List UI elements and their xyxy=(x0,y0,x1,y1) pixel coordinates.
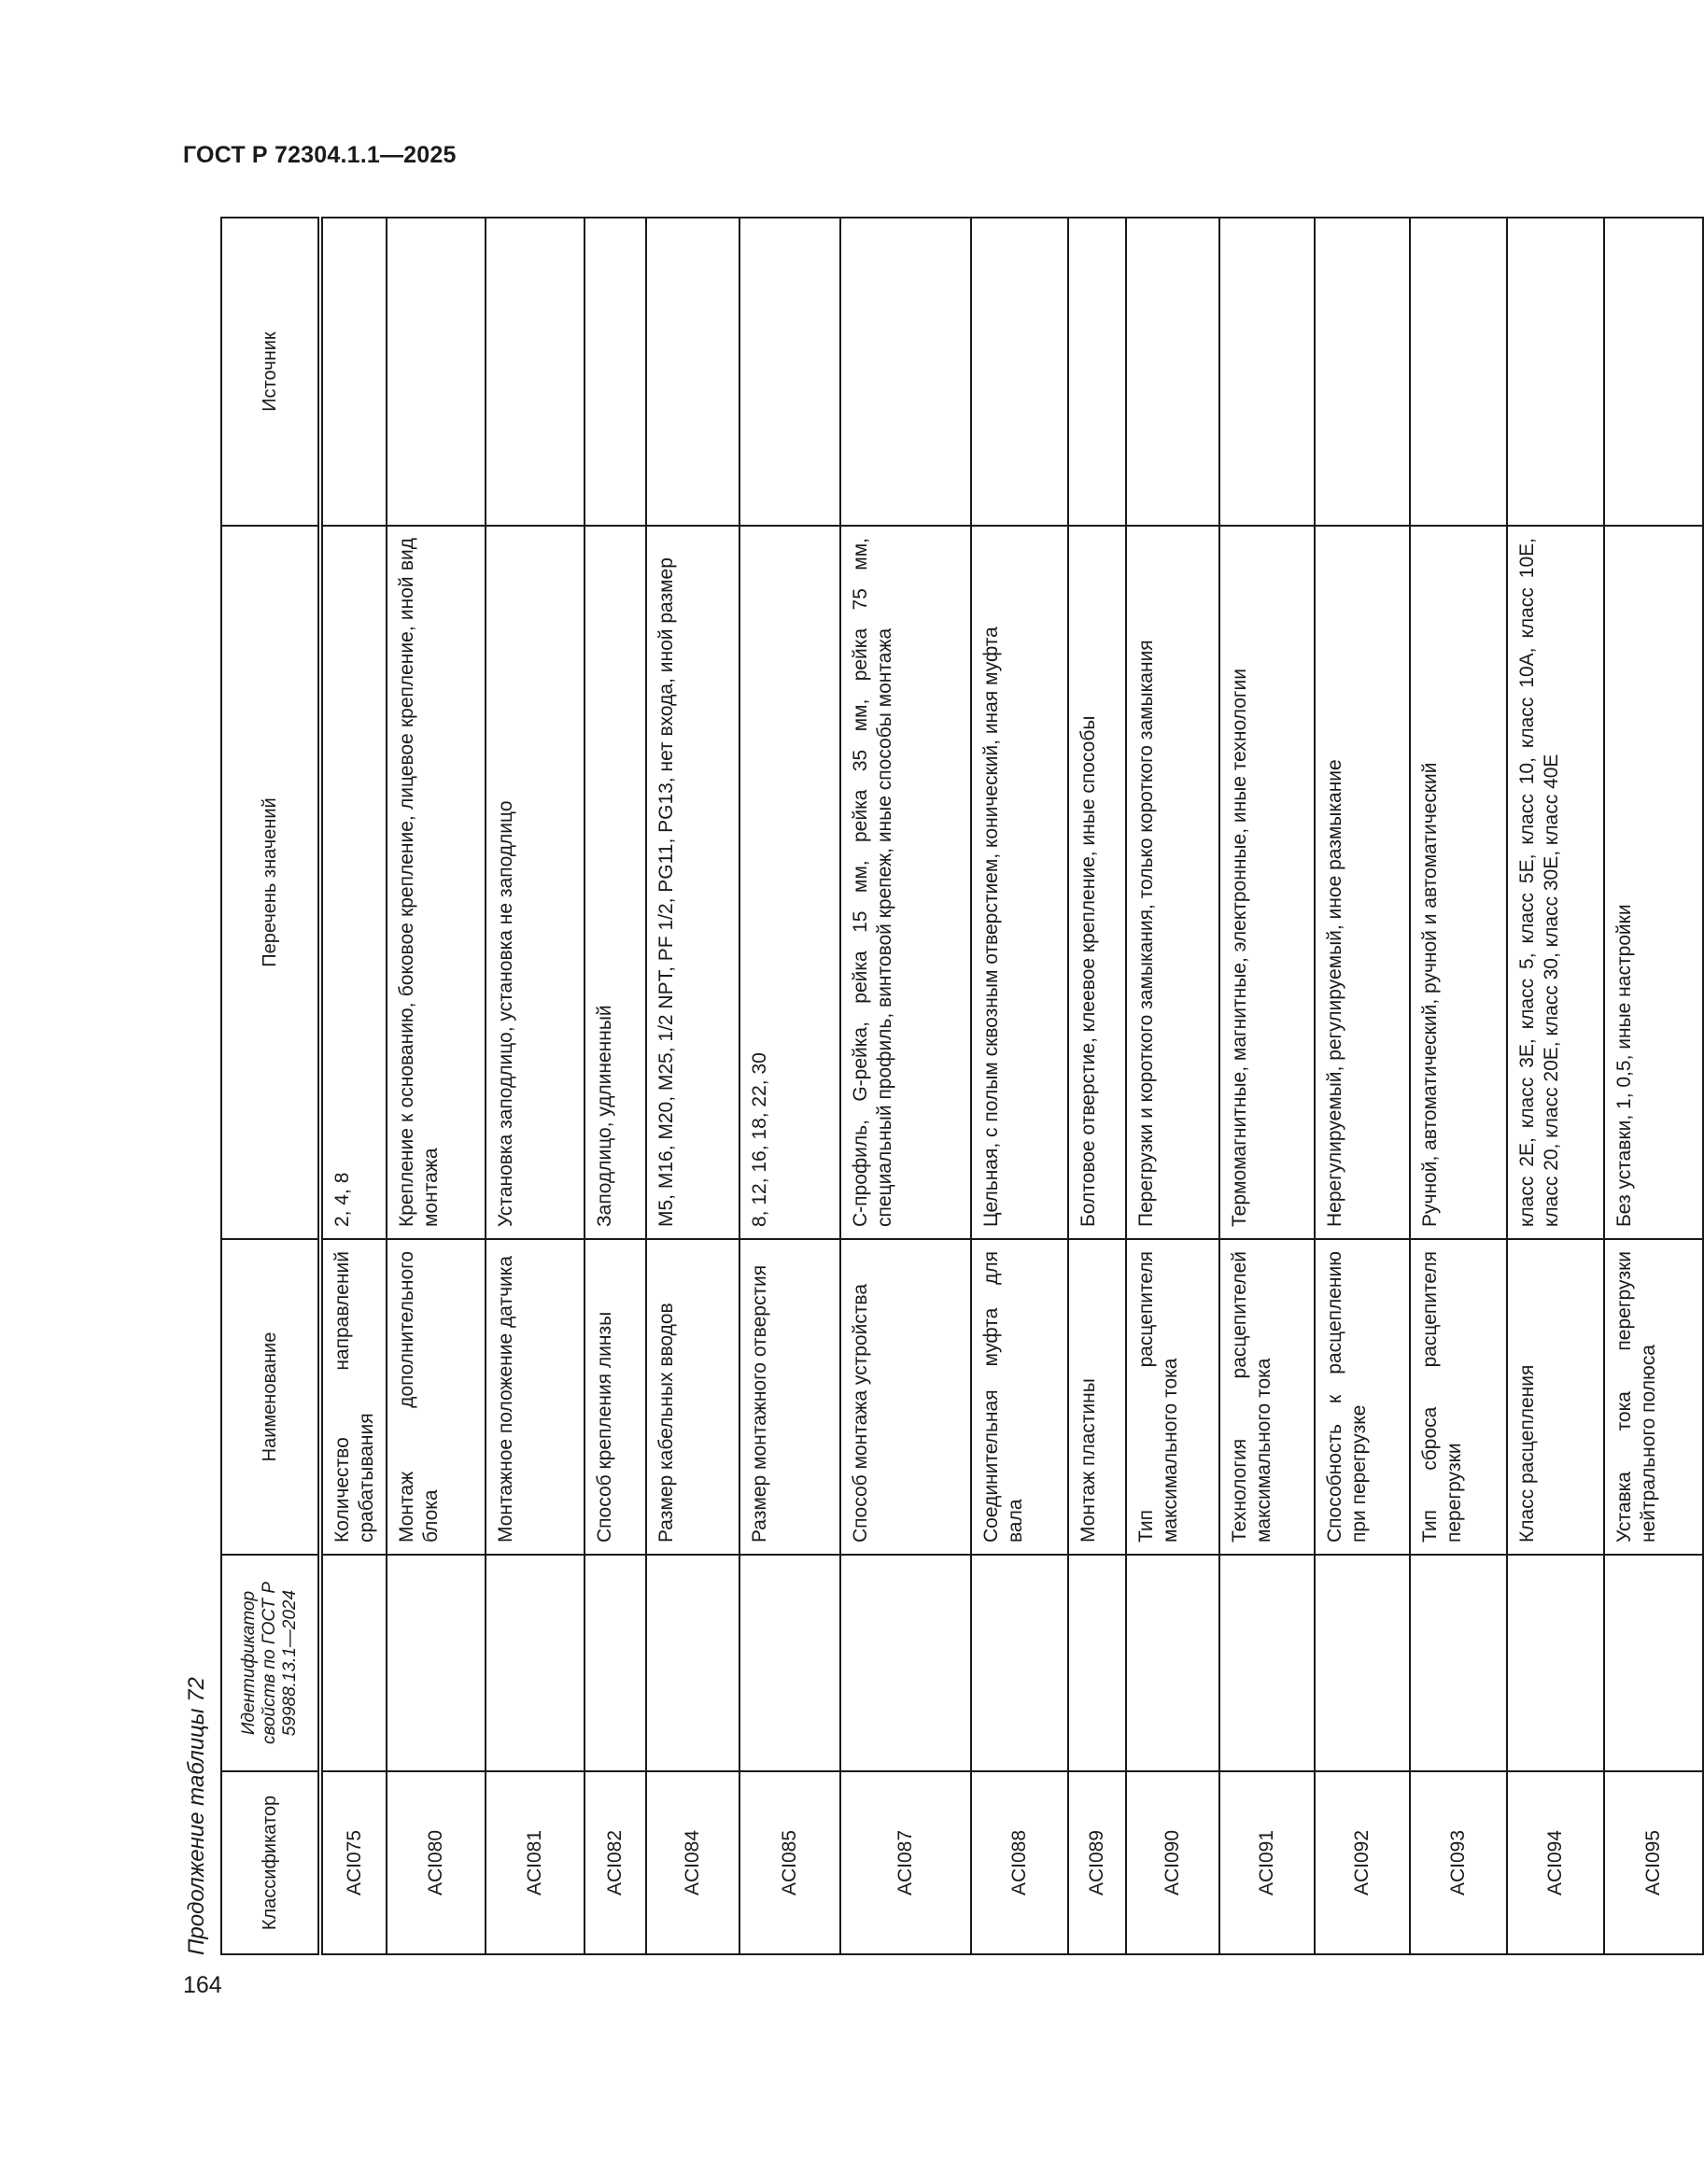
classifier-cell: ACI081 xyxy=(486,1771,584,1954)
property-id-cell xyxy=(486,1555,584,1771)
table-header-row xyxy=(221,218,320,1954)
values-cell: Заподлицо, удлиненный xyxy=(584,526,646,1239)
name-cell: Количество направлений срабатывания xyxy=(320,1239,387,1555)
property-id-cell xyxy=(1604,1555,1703,1771)
name-cell: Способ крепления линзы xyxy=(584,1239,646,1555)
property-id-cell xyxy=(1507,1555,1604,1771)
classifier-cell: ACI089 xyxy=(1068,1771,1126,1954)
name-cell: Соединительная муфта для вала xyxy=(971,1239,1068,1555)
values-cell: M5, M16, M20, M25, 1/2 NPT, PF 1/2, PG11, PG13, нет входа, иной размер xyxy=(646,526,739,1239)
classifier-cell: ACI092 xyxy=(1315,1771,1410,1954)
values-cell: Крепление к основанию, боковое крепление, лицевое крепление, иной вид монтажа xyxy=(387,526,486,1239)
source-cell xyxy=(1219,218,1315,526)
table-row xyxy=(387,218,486,1954)
values-cell: Без уставки, 1, 0,5, иные настройки xyxy=(1604,526,1703,1239)
table-row xyxy=(1507,218,1604,1954)
table-row xyxy=(1410,218,1507,1954)
classifier-cell: ACI082 xyxy=(584,1771,646,1954)
column-header-name: Наименование xyxy=(221,1239,320,1555)
page-number: 164 xyxy=(183,1972,222,1998)
table-row xyxy=(486,218,584,1954)
classifier-cell: ACI094 xyxy=(1507,1771,1604,1954)
values-cell: Установка заподлицо, установка не заподлицо xyxy=(486,526,584,1239)
source-cell xyxy=(1126,218,1219,526)
source-cell xyxy=(840,218,971,526)
source-cell xyxy=(1604,218,1703,526)
table-caption: Продолжение таблицы 72 xyxy=(184,1677,209,1955)
name-cell: Уставка тока перегрузки нейтрального полюса xyxy=(1604,1239,1703,1555)
name-cell: Монтаж пластины xyxy=(1068,1239,1126,1555)
table-row xyxy=(971,218,1068,1954)
values-cell: 8, 12, 16, 18, 22, 30 xyxy=(739,526,840,1239)
source-cell xyxy=(1315,218,1410,526)
property-id-cell xyxy=(1219,1555,1315,1771)
name-cell: Класс расцепления xyxy=(1507,1239,1604,1555)
property-id-cell xyxy=(1315,1555,1410,1771)
name-cell: Монтаж дополнительного блока xyxy=(387,1239,486,1555)
table-row xyxy=(1126,218,1219,1954)
property-id-cell xyxy=(1068,1555,1126,1771)
values-cell: С-профиль, G-рейка, рейка 15 мм, рейка 35 мм, рейка 75 мм, специальный профиль, винтовой крепеж, иные способы монтажа xyxy=(840,526,971,1239)
table-row xyxy=(646,218,739,1954)
property-id-cell xyxy=(1410,1555,1507,1771)
values-cell: Болтовое отверстие, клеевое крепление, иные способы xyxy=(1068,526,1126,1239)
source-cell xyxy=(971,218,1068,526)
rotated-table-block xyxy=(177,218,1665,1955)
values-cell: 2, 4, 8 xyxy=(320,526,387,1239)
classifier-cell: ACI093 xyxy=(1410,1771,1507,1954)
source-cell xyxy=(1068,218,1126,526)
column-header-source: Источник xyxy=(221,218,320,526)
property-id-cell xyxy=(584,1555,646,1771)
name-cell: Размер монтажного отверстия xyxy=(739,1239,840,1555)
table-row xyxy=(739,218,840,1954)
source-cell xyxy=(486,218,584,526)
values-cell: Термомагнитные, магнитные, электронные, иные технологии xyxy=(1219,526,1315,1239)
classifier-cell: ACI080 xyxy=(387,1771,486,1954)
name-cell: Монтажное положение датчика xyxy=(486,1239,584,1555)
source-cell xyxy=(1410,218,1507,526)
source-cell xyxy=(1507,218,1604,526)
name-cell: Способность к расцеплению при перегрузке xyxy=(1315,1239,1410,1555)
values-cell: Цельная, с полым сквозным отверстием, конический, иная муфта xyxy=(971,526,1068,1239)
classifier-cell: ACI075 xyxy=(320,1771,387,1954)
source-cell xyxy=(387,218,486,526)
table-row xyxy=(584,218,646,1954)
table-row xyxy=(1219,218,1315,1954)
source-cell xyxy=(584,218,646,526)
values-cell: Ручной, автоматический, ручной и автоматический xyxy=(1410,526,1507,1239)
table-row xyxy=(1315,218,1410,1954)
classifier-cell: ACI095 xyxy=(1604,1771,1703,1954)
values-cell: класс 2E, класс 3E, класс 5, класс 5E, класс 10, класс 10A, класс 10E, класс 20, класс 20E, класс 30, класс 30E, класс 40E xyxy=(1507,526,1604,1239)
property-id-cell xyxy=(1126,1555,1219,1771)
source-cell xyxy=(646,218,739,526)
classifier-cell: ACI091 xyxy=(1219,1771,1315,1954)
property-id-cell xyxy=(646,1555,739,1771)
property-id-cell xyxy=(387,1555,486,1771)
values-cell: Нерегулируемый, регулируемый, иное размыкание xyxy=(1315,526,1410,1239)
source-cell xyxy=(320,218,387,526)
table-row xyxy=(1604,218,1703,1954)
name-cell: Тип сброса расцепителя перегрузки xyxy=(1410,1239,1507,1555)
table-row xyxy=(840,218,971,1954)
column-header-property-id: Идентификатор свойств по ГОСТ Р 59988.13.1—2024 xyxy=(221,1555,320,1771)
name-cell: Размер кабельных вводов xyxy=(646,1239,739,1555)
name-cell: Технология расцепителей максимального тока xyxy=(1219,1239,1315,1555)
table-body xyxy=(320,218,1703,1954)
classifier-cell: ACI085 xyxy=(739,1771,840,1954)
name-cell: Тип расцепителя максимального тока xyxy=(1126,1239,1219,1555)
property-id-cell xyxy=(320,1555,387,1771)
classifier-cell: ACI087 xyxy=(840,1771,971,1954)
property-id-cell xyxy=(840,1555,971,1771)
classifier-cell: ACI090 xyxy=(1126,1771,1219,1954)
properties-table xyxy=(220,217,1704,1955)
values-cell: Перегрузки и короткого замыкания, только короткого замыкания xyxy=(1126,526,1219,1239)
column-header-values: Перечень значений xyxy=(221,526,320,1239)
property-id-cell xyxy=(971,1555,1068,1771)
column-header-classifier: Классификатор xyxy=(221,1771,320,1954)
table-row xyxy=(320,218,387,1954)
table-row xyxy=(1068,218,1126,1954)
name-cell: Способ монтажа устройства xyxy=(840,1239,971,1555)
classifier-cell: ACI088 xyxy=(971,1771,1068,1954)
source-cell xyxy=(739,218,840,526)
classifier-cell: ACI084 xyxy=(646,1771,739,1954)
document-header: ГОСТ Р 72304.1.1—2025 xyxy=(183,142,457,168)
property-id-cell xyxy=(739,1555,840,1771)
